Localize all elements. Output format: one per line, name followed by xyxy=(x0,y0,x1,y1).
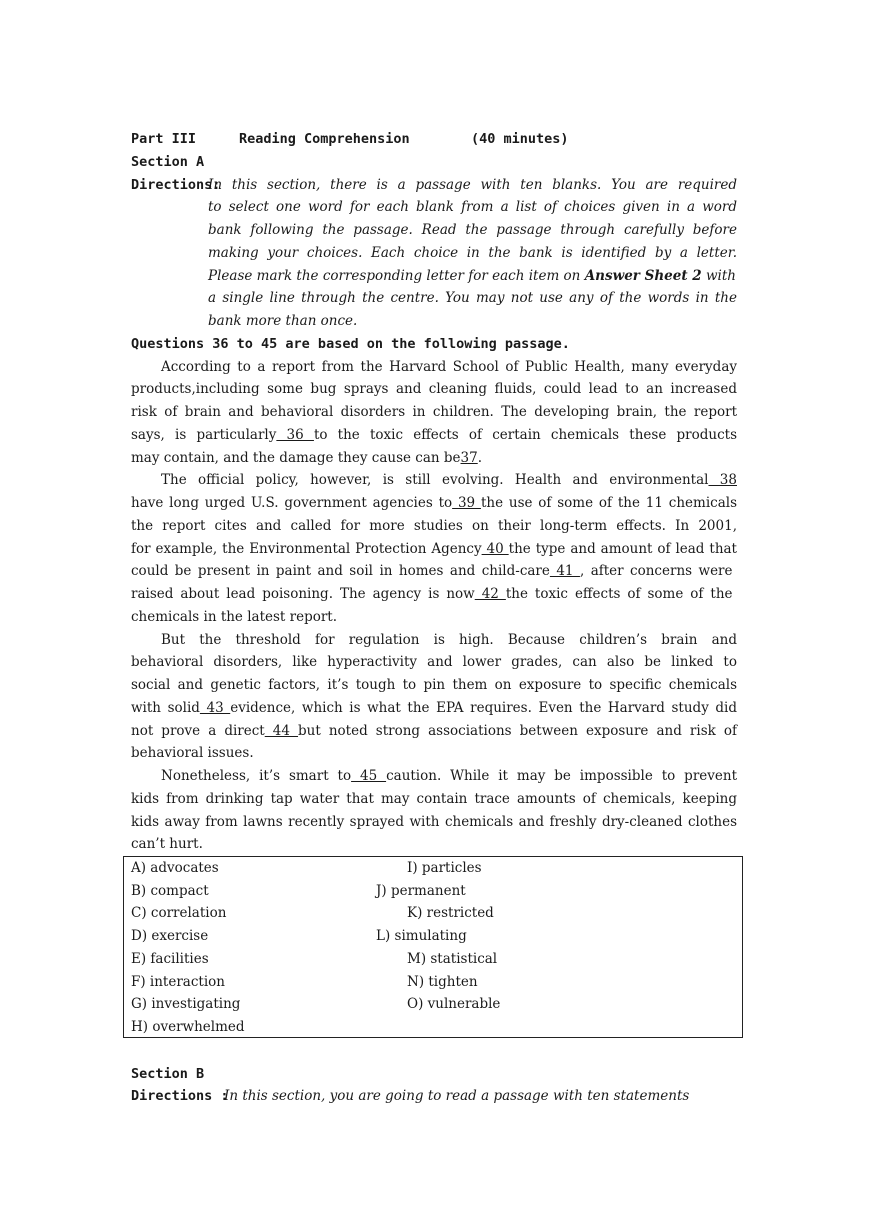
blank-42: 42 xyxy=(474,586,506,602)
passage-line: the report cites and called for more studies on their long-term effects. In 2001, xyxy=(131,518,737,534)
blank-40: 40 xyxy=(481,541,509,557)
directions-line: bank more than once. xyxy=(208,313,358,329)
word-bank-item: J) permanent xyxy=(376,883,466,899)
directions-line: In this section, there is a passage with ten blanks. You are required xyxy=(208,177,737,193)
passage-line: could be present in paint and soil in homes and child-care 41 , after concerns were xyxy=(131,563,733,579)
passage-line: with solid 43 evidence, which is what the EPA requires. Even the Harvard study did xyxy=(131,700,737,716)
word-bank-item: I) particles xyxy=(407,860,482,876)
directions-line: bank following the passage. Read the passage through carefully before xyxy=(208,222,737,238)
blank-39: 39 xyxy=(452,495,481,511)
word-bank-item: O) vulnerable xyxy=(407,996,501,1012)
passage-line: The official policy, however, is still evolving. Health and environmental 38 xyxy=(161,472,737,488)
passage-line: behavioral disorders, like hyperactivity and lower grades, can also be linked to xyxy=(131,654,737,670)
word-bank-item: K) restricted xyxy=(407,905,494,921)
passage-line: But the threshold for regulation is high. Because children’s brain and xyxy=(161,632,737,648)
blank-36: 36 xyxy=(276,427,314,443)
passage-line: risk of brain and behavioral disorders in children. The developing brain, the report xyxy=(131,404,737,420)
directions-line: making your choices. Each choice in the bank is identified by a letter. xyxy=(208,245,737,261)
part-label: Part III xyxy=(131,131,197,147)
directions-label: Directions: xyxy=(131,177,221,193)
passage-line: for example, the Environmental Protection Agency 40 the type and amount of lead that xyxy=(131,541,737,557)
answer-sheet-ref: Answer Sheet 2 xyxy=(584,268,702,284)
blank-41: 41 xyxy=(549,563,580,579)
section-b-directions-line: In this section, you are going to read a passage with ten statements xyxy=(224,1088,690,1104)
passage-line: behavioral issues. xyxy=(131,745,254,761)
passage-line: According to a report from the Harvard School of Public Health, many everyday xyxy=(161,359,737,375)
word-bank-item: F) interaction xyxy=(131,974,225,990)
directions-line: to select one word for each blank from a list of choices given in a word xyxy=(208,199,737,215)
part-time: (40 minutes) xyxy=(471,131,569,147)
section-b-directions-label: Directions : xyxy=(131,1088,229,1104)
word-bank-item: H) overwhelmed xyxy=(131,1019,245,1035)
word-bank-item: B) compact xyxy=(131,883,209,899)
section-b-heading: Section B xyxy=(131,1066,205,1082)
word-bank-item: M) statistical xyxy=(407,951,498,967)
passage-line: social and genetic factors, it’s tough to pin them on exposure to specific chemicals xyxy=(131,677,737,693)
passage-line: Nonetheless, it’s smart to 45 caution. While it may be impossible to prevent xyxy=(161,768,737,784)
blank-38: 38 xyxy=(708,472,737,488)
questions-intro: Questions 36 to 45 are based on the following passage. xyxy=(131,336,570,352)
directions-line: Please mark the corresponding letter for each item on Answer Sheet 2 with xyxy=(208,268,736,284)
passage-line: can’t hurt. xyxy=(131,836,203,852)
word-bank-item: C) correlation xyxy=(131,905,227,921)
blank-37: 37 xyxy=(460,450,478,466)
blank-43: 43 xyxy=(199,700,231,716)
passage-line: not prove a direct 44 but noted strong associations between exposure and risk of xyxy=(131,723,737,739)
directions-line: a single line through the centre. You may not use any of the words in the xyxy=(208,290,737,306)
passage-line: raised about lead poisoning. The agency is now 42 the toxic effects of some of the xyxy=(131,586,733,602)
passage-line: kids away from lawns recently sprayed with chemicals and freshly dry-cleaned clothes xyxy=(131,814,737,830)
part-title: Reading Comprehension xyxy=(239,131,410,147)
word-bank-item: G) investigating xyxy=(131,996,241,1012)
word-bank-item: L) simulating xyxy=(376,928,467,944)
blank-44: 44 xyxy=(264,723,299,739)
passage-line: products,including some bug sprays and cleaning fluids, could lead to an increased xyxy=(131,381,737,397)
section-a-heading: Section A xyxy=(131,154,205,170)
blank-45: 45 xyxy=(351,768,387,784)
passage-line: kids from drinking tap water that may contain trace amounts of chemicals, keeping xyxy=(131,791,737,807)
passage-line: chemicals in the latest report. xyxy=(131,609,338,625)
passage-line: may contain, and the damage they cause can be 37 . xyxy=(131,450,483,466)
word-bank-item: N) tighten xyxy=(407,974,478,990)
word-bank xyxy=(123,856,743,1038)
word-bank-item: A) advocates xyxy=(131,860,219,876)
word-bank-item: D) exercise xyxy=(131,928,209,944)
passage-line: says, is particularly 36 to the toxic effects of certain chemicals these products xyxy=(131,427,737,443)
passage-line: have long urged U.S. government agencies to 39 the use of some of the 11 chemicals xyxy=(131,495,737,511)
word-bank-item: E) facilities xyxy=(131,951,209,967)
